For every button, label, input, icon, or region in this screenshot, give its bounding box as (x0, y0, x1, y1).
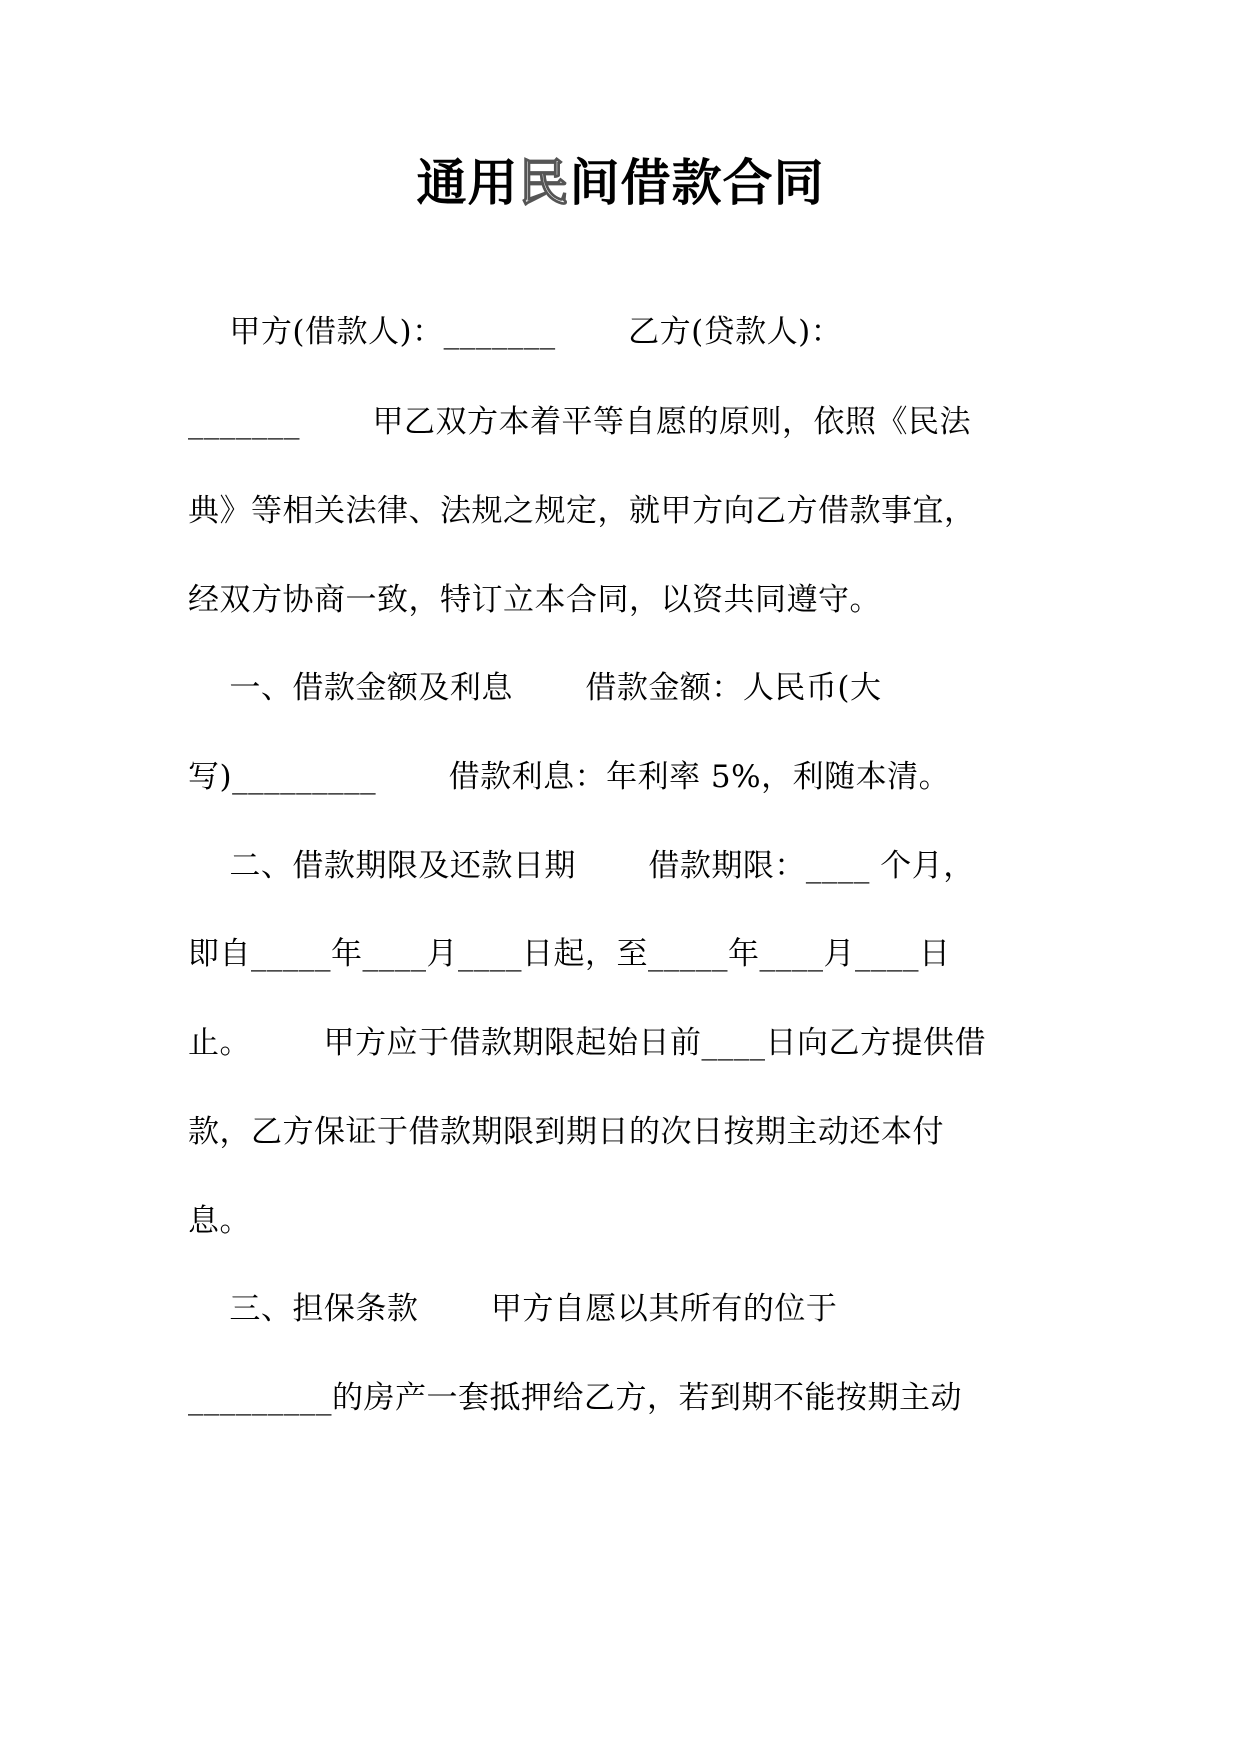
body-line: 写)_________ 借款利息：年利率 5%，利随本清。 (188, 759, 951, 795)
body-line: _______ 甲乙双方本着平等自愿的原则，依照《民法 (188, 404, 971, 440)
body-line: 息。 (188, 1203, 251, 1239)
body-line: 二、借款期限及还款日期 借款期限：____ 个月， (188, 848, 975, 884)
body-line: 典》等相关法律、法规之规定，就甲方向乙方借款事宜， (188, 493, 976, 529)
title-suffix: 间借款合同 (569, 154, 825, 212)
body-line: 经双方协商一致，特订立本合同，以资共同遵守。 (188, 582, 881, 618)
document-title (0, 148, 1241, 218)
body-line: _________的房产一套抵押给乙方，若到期不能按期主动 (188, 1380, 962, 1416)
body-line: 止。 甲方应于借款期限起始日前____日向乙方提供借 (188, 1025, 986, 1061)
body-line: 即自_____年____月____日起，至_____年____月____日 (188, 936, 951, 972)
title-prefix: 通用 (416, 154, 519, 212)
body-line: 一、借款金额及利息 借款金额：人民币(大 (188, 670, 882, 706)
title-outlined-char: 民 (518, 154, 570, 212)
body-line: 款，乙方保证于借款期限到期日的次日按期主动还本付 (188, 1114, 944, 1150)
body-line: 甲方(借款人)：_______ 乙方(贷款人)： (188, 314, 843, 350)
body-line: 三、担保条款 甲方自愿以其所有的位于 (188, 1291, 838, 1327)
